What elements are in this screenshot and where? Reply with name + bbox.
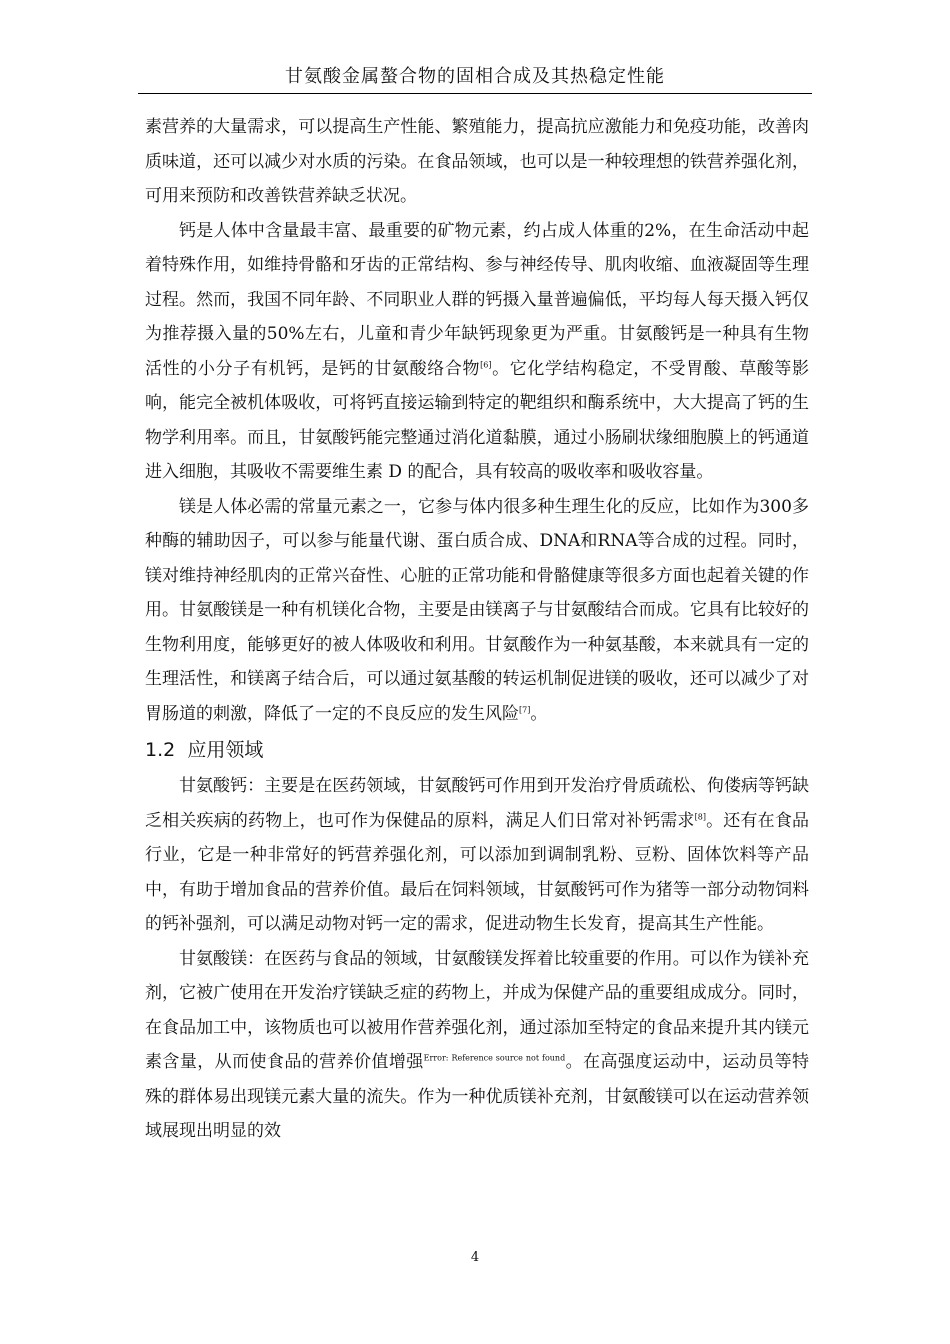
paragraph-text: 甘氨酸镁：在医药与食品的领域，甘氨酸镁发挥着比较重要的作用。可以作为镁补充剂，它被广使用在开发治疗镁缺乏症的药物上，并成为保健产品的重要组成成分。同时，在食品加工中，该物质也可以被用作营养强化剂，通过添加至特定的食品来提升其内镁元素含量，从而使食品的营养价值增强: [145, 948, 809, 1072]
paragraph-text: 。还有在食品行业，它是一种非常好的钙营养强化剂，可以添加到调制乳粉、豆粉、固体饮料等产品中，有助于增加食品的营养价值。最后在饲料领域，甘氨酸钙可作为猪等一部分动物饲料的钙补强剂，可以满足动物对钙一定的需求，促进动物生长发育，提高其生产性能。: [145, 810, 810, 934]
paragraph-magnesium-glycinate-uses: [145, 942, 809, 1149]
citation-error-ref[interactable]: Error: Reference source not found: [423, 1053, 566, 1063]
citation-ref[interactable]: [7]: [519, 704, 531, 714]
section-heading: [145, 731, 809, 769]
paragraph-calcium-glycinate-uses: [145, 769, 809, 942]
paragraph-iron-continued: 素营养的大量需求，可以提高生产性能、繁殖能力，提高抗应激能力和免疫功能，改善肉质味道，还可以减少对水质的污染。在食品领域，也可以是一种较理想的铁营养强化剂，可用来预防和改善铁营养缺乏状况。: [145, 117, 809, 206]
section-number: 1.2: [145, 739, 176, 761]
paragraph-text: 。它化学结构稳定，不受胃酸、草酸等影响，能完全被机体吸收，可将钙直接运输到特定的靶组织和酶系统中，大大提高了钙的生物学利用率。而且，甘氨酸钙能完整通过消化道黏膜，通过小肠刷状缘细胞膜上的钙通道进入细胞，其吸收不需要维生素 D 的配合，具有较高的吸收率和吸收容量。: [145, 358, 810, 482]
section-title: 应用领域: [187, 739, 264, 761]
paragraph-text: 。在高强度运动中，运动员等特殊的群体易出现镁元素大量的流失。作为一种优质镁补充剂，甘氨酸镁可以在运动营养领域展现出明显的效: [145, 1052, 810, 1141]
paragraph-magnesium: [145, 490, 809, 732]
body-text: [145, 110, 809, 1149]
citation-ref[interactable]: [8]: [694, 811, 706, 821]
paragraph-calcium: [145, 214, 809, 490]
paragraph-text: 钙是人体中含量最丰富、最重要的矿物元素，约占成人体重的2%，在生命活动中起着特殊作用，如维持骨骼和牙齿的正常结构、参与神经传导、肌肉收缩、血液凝固等生理过程。然而，我国不同年龄、不同职业人群的钙摄入量普遍偏低，平均每人每天摄入钙仅为推荐摄入量的50%左右，儿童和青少年缺钙现象更为严重。甘氨酸钙是一种具有生物活性的小分子有机钙，是钙的甘氨酸络合物: [145, 220, 809, 379]
page-number: 4: [470, 1250, 480, 1265]
citation-ref[interactable]: [6]: [480, 359, 492, 369]
paragraph-text: 。: [530, 703, 548, 724]
paragraph-text: 镁是人体必需的常量元素之一，它参与体内很多种生理生化的反应，比如作为300多种酶的辅助因子，可以参与能量代谢、蛋白质合成、DNA和RNA等合成的过程。同时，镁对维持神经肌肉的正常兴奋性、心脏的正常功能和骨骼健康等很多方面也起着关键的作用。甘氨酸镁是一种有机镁化合物，主要是由镁离子与甘氨酸结合而成。它具有比较好的生物利用度，能够更好的被人体吸收和利用。甘氨酸作为一种氨基酸，本来就具有一定的生理活性，和镁离子结合后，可以通过氨基酸的转运机制促进镁的吸收，还可以减少了对胃肠道的刺激，降低了一定的不良反应的发生风险: [145, 496, 809, 724]
paragraph-text: 甘氨酸钙：主要是在医药领域，甘氨酸钙可作用到开发治疗骨质疏松、佝偻病等钙缺乏相关疾病的药物上，也可作为保健品的原料，满足人们日常对补钙需求: [145, 776, 809, 831]
header-rule: [138, 93, 812, 94]
running-header: 甘氨酸金属螯合物的固相合成及其热稳定性能: [285, 66, 665, 87]
